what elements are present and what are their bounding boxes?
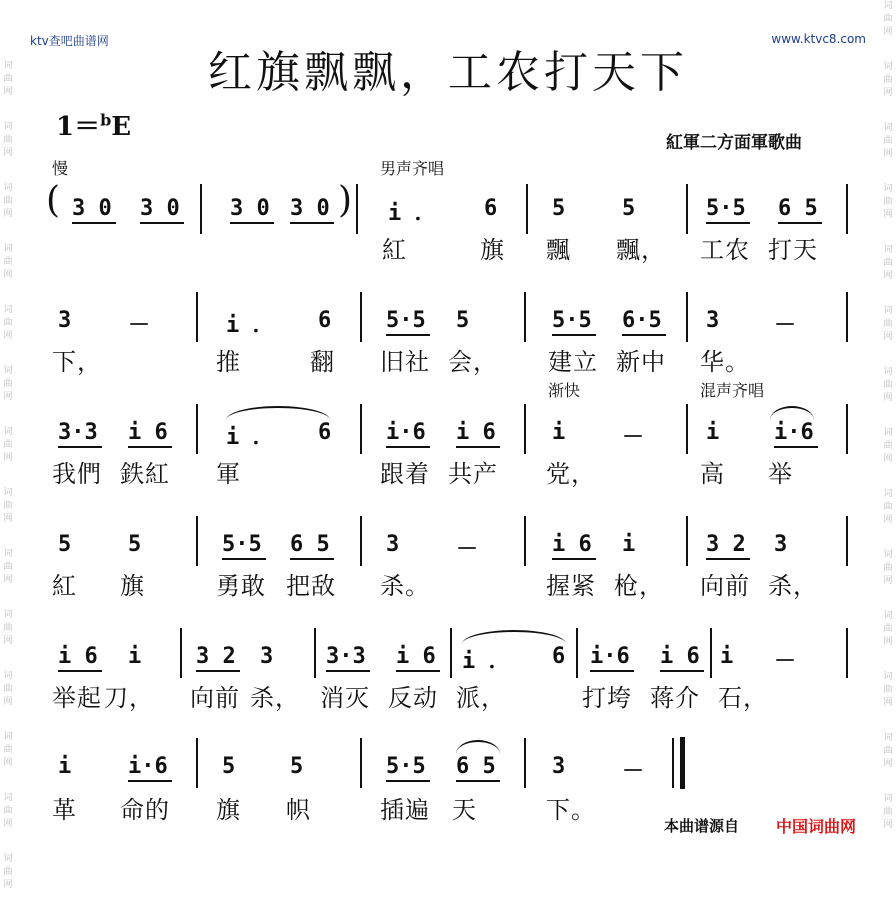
watermark-char: 词 (3, 732, 13, 742)
lyric: 下。 (546, 796, 596, 824)
watermark-char: 词 (3, 488, 13, 498)
lyric: 工农 (700, 236, 750, 264)
note: 3 (552, 754, 566, 779)
watermark-char: 词 (883, 1, 893, 11)
score-line-1: ( 3 0 3 0 3 0 3 0 ) i ． 6 5 5 5·5 6 5 紅 旗 飄 飄， 工农 打天 (0, 176, 896, 276)
note: 3 (386, 532, 400, 557)
score-line-3 (0, 400, 896, 500)
watermark-char: 词 (883, 184, 893, 194)
lyric: 向前 (700, 572, 750, 600)
lyric: 插遍 (380, 796, 430, 824)
lyric: 华。 (700, 348, 750, 376)
watermark-char: 词 (3, 793, 13, 803)
note: 5·5 (706, 196, 746, 221)
lyric: 我們 (52, 460, 102, 488)
note: i (552, 420, 566, 445)
note: 6·5 (622, 308, 662, 333)
watermark-char: 网 (3, 453, 13, 463)
watermark-char: 曲 (3, 135, 13, 145)
watermark-char: 曲 (3, 562, 13, 572)
watermark-char: 词 (883, 123, 893, 133)
note: － (456, 537, 479, 562)
note: 6 5 (778, 196, 818, 221)
watermark-char: 曲 (883, 746, 893, 756)
note: 5 (456, 308, 470, 333)
lyric: 翻 (310, 348, 335, 376)
watermark-char: 曲 (3, 745, 13, 755)
note: 5 (622, 196, 636, 221)
lyric: 紅 (52, 572, 77, 600)
watermark-char: 网 (3, 636, 13, 646)
watermark-char: 曲 (3, 623, 13, 633)
watermark-char: 词 (883, 489, 893, 499)
lyric: 杀， (250, 684, 300, 712)
faster-mark: 渐快 (548, 381, 581, 400)
watermark-char: 词 (3, 366, 13, 376)
tempo-mark: 慢 (52, 159, 69, 178)
note: i (58, 754, 72, 779)
lyric: 杀。 (380, 572, 430, 600)
note: i ． (462, 649, 511, 674)
watermark-char: 网 (3, 880, 13, 890)
watermark-char: 网 (883, 27, 893, 37)
note: 3 0 (140, 196, 180, 221)
note: i ． (388, 201, 437, 226)
lyric: 新中 (616, 348, 666, 376)
note: i ． (226, 425, 275, 450)
note: 3 (774, 532, 788, 557)
watermark-char: 曲 (883, 75, 893, 85)
note: i 6 (552, 532, 592, 557)
score-line-4 (0, 512, 896, 612)
note: i (706, 420, 720, 445)
note: i 6 (660, 644, 700, 669)
note: 6 5 (290, 532, 330, 557)
watermark-char: 曲 (3, 440, 13, 450)
lyric: 枪， (614, 572, 664, 600)
watermark-char: 网 (3, 819, 13, 829)
lyric: 杀， (768, 572, 818, 600)
site-name-left[interactable]: ktv查吧曲谱网 (30, 34, 109, 48)
lyric: 旧社 (380, 348, 430, 376)
watermark-char: 曲 (883, 441, 893, 451)
watermark-char: 词 (3, 671, 13, 681)
lyric: 旗 (120, 572, 145, 600)
note: 5·5 (222, 532, 262, 557)
note: i 6 (58, 644, 98, 669)
note: 3 2 (196, 644, 236, 669)
lyric: 飄 (546, 236, 571, 264)
lyric: 下， (52, 348, 102, 376)
watermark-char: 词 (883, 62, 893, 72)
watermark-char: 网 (883, 637, 893, 647)
watermark-char: 曲 (883, 136, 893, 146)
watermark-char: 网 (3, 148, 13, 158)
lyric: 高 (700, 460, 725, 488)
note: 3 (58, 308, 72, 333)
watermark-char: 网 (883, 576, 893, 586)
watermark-char: 词 (3, 305, 13, 315)
lyric: 派， (456, 684, 506, 712)
note: i·6 (590, 644, 630, 669)
watermark-char: 曲 (883, 502, 893, 512)
watermark-char: 网 (3, 514, 13, 524)
note: 5·5 (386, 308, 426, 333)
lyric: 消灭 (320, 684, 370, 712)
note: i·6 (128, 754, 168, 779)
song-title: 红旗飘飘，工农打天下 (208, 47, 688, 98)
watermark-char: 曲 (3, 318, 13, 328)
lyric: 帜 (286, 796, 311, 824)
lyric: 把敌 (286, 572, 336, 600)
note: i ． (226, 313, 275, 338)
watermark-char: 词 (883, 733, 893, 743)
mixed-chorus-mark: 混声齐唱 (700, 381, 765, 400)
watermark-char: 网 (883, 88, 893, 98)
watermark-char: 词 (3, 610, 13, 620)
lyric: 共产 (448, 460, 498, 488)
watermark-char: 网 (883, 149, 893, 159)
note: 3 (706, 308, 720, 333)
watermark-char: 网 (3, 697, 13, 707)
watermark-char: 曲 (883, 197, 893, 207)
lyric: 握紧 (546, 572, 596, 600)
song-source: 紅軍二方面軍歌曲 (666, 133, 802, 153)
watermark-char: 词 (883, 428, 893, 438)
lyric: 打天 (768, 236, 818, 264)
male-chorus-mark: 男声齐唱 (380, 159, 445, 178)
note: 5·5 (552, 308, 592, 333)
note: i (128, 644, 142, 669)
watermark-char: 词 (3, 183, 13, 193)
lyric: 建立 (548, 348, 598, 376)
lyric: 刀， (104, 684, 154, 712)
note: 6 (484, 196, 498, 221)
note: 3 2 (706, 532, 746, 557)
note: 5 (290, 754, 304, 779)
lyric: 跟着 (380, 460, 430, 488)
note: 3 0 (72, 196, 112, 221)
watermark-char: 网 (3, 331, 13, 341)
watermark-char: 词 (3, 122, 13, 132)
watermark-char: 网 (883, 332, 893, 342)
watermark-char: 网 (3, 209, 13, 219)
lyric: 石， (718, 684, 768, 712)
watermark-char: 词 (883, 794, 893, 804)
footer-label: 本曲谱源自 (664, 817, 740, 835)
watermark-char: 曲 (3, 806, 13, 816)
note: 5 (58, 532, 72, 557)
watermark-char: 词 (3, 427, 13, 437)
watermark-char: 曲 (3, 74, 13, 84)
score-line-6 (0, 734, 896, 834)
watermark-char: 网 (883, 515, 893, 525)
watermark-char: 词 (3, 244, 13, 254)
note: － (128, 313, 151, 338)
watermark-char: 网 (883, 454, 893, 464)
watermark-char: 词 (883, 245, 893, 255)
lyric: 命的 (120, 796, 170, 824)
watermark-char: 网 (3, 87, 13, 97)
note: i (622, 532, 636, 557)
watermark-char: 网 (3, 392, 13, 402)
watermark-char: 曲 (883, 624, 893, 634)
watermark-char: 词 (883, 611, 893, 621)
lyric: 党， (546, 460, 596, 488)
note: i 6 (456, 420, 496, 445)
lyric: 飄， (616, 236, 666, 264)
note: 3·3 (326, 644, 366, 669)
lyric: 軍 (216, 460, 241, 488)
note: 5·5 (386, 754, 426, 779)
watermark-char: 曲 (883, 14, 893, 24)
watermark-char: 词 (3, 61, 13, 71)
note: － (774, 649, 797, 674)
site-url-right[interactable]: www.ktvc8.com (771, 32, 866, 46)
lyric: 推 (216, 348, 241, 376)
note: 5 (222, 754, 236, 779)
watermark-char: 曲 (3, 196, 13, 206)
note: i·6 (386, 420, 426, 445)
lyric: 举 (768, 460, 793, 488)
note: 3·3 (58, 420, 98, 445)
lyric: 革 (52, 796, 77, 824)
watermark-char: 曲 (883, 685, 893, 695)
watermark-char: 曲 (3, 867, 13, 877)
score-line-5 (0, 624, 896, 724)
note: i·6 (774, 420, 814, 445)
watermark-char: 词 (3, 549, 13, 559)
note: 3 (260, 644, 274, 669)
note: 3 0 (290, 196, 330, 221)
note: i 6 (396, 644, 436, 669)
watermark-char: 词 (883, 550, 893, 560)
watermark-char: 词 (883, 306, 893, 316)
watermark-char: 网 (3, 575, 13, 585)
watermark-char: 网 (883, 271, 893, 281)
watermark-char: 曲 (883, 380, 893, 390)
watermark-char: 词 (3, 854, 13, 864)
watermark-char: 曲 (883, 563, 893, 573)
watermark-char: 网 (883, 820, 893, 830)
watermark-char: 网 (883, 393, 893, 403)
lyric: 勇敢 (216, 572, 266, 600)
note: － (622, 759, 645, 784)
note: 5 (128, 532, 142, 557)
watermark-char: 曲 (3, 257, 13, 267)
watermark-char: 曲 (3, 379, 13, 389)
note: 6 (552, 644, 566, 669)
lyric: 天 (452, 796, 477, 824)
watermark-char: 曲 (3, 501, 13, 511)
watermark-char: 词 (883, 672, 893, 682)
watermark-char: 词 (883, 367, 893, 377)
watermark-char: 网 (3, 758, 13, 768)
lyric: 反动 (388, 684, 438, 712)
key-signature: 1＝$^b$E (56, 110, 132, 142)
watermark-char: 曲 (883, 319, 893, 329)
lyric: 会， (448, 348, 498, 376)
note: 6 5 (456, 754, 496, 779)
lyric: 旗 (480, 236, 505, 264)
watermark-char: 网 (883, 210, 893, 220)
watermark-char: 网 (3, 270, 13, 280)
note: － (622, 425, 645, 450)
note: 6 (318, 420, 332, 445)
lyric: 紅 (382, 236, 407, 264)
lyric: 蒋介 (650, 684, 700, 712)
lyric: 旗 (216, 796, 241, 824)
watermark-char: 曲 (883, 258, 893, 268)
note: i 6 (128, 420, 168, 445)
footer-site-link[interactable]: 中国词曲网 (776, 817, 857, 836)
lyric: 举起 (52, 684, 102, 712)
note: 6 (318, 308, 332, 333)
score-line-2 (0, 288, 896, 388)
note: 5 (552, 196, 566, 221)
note: 3 0 (230, 196, 270, 221)
watermark-char: 曲 (883, 807, 893, 817)
note: － (774, 313, 797, 338)
lyric: 打垮 (582, 684, 632, 712)
watermark-char: 网 (883, 759, 893, 769)
lyric: 向前 (190, 684, 240, 712)
note: i (720, 644, 734, 669)
watermark-char: 网 (883, 698, 893, 708)
lyric: 鉄紅 (120, 460, 170, 488)
watermark-char: 曲 (3, 684, 13, 694)
